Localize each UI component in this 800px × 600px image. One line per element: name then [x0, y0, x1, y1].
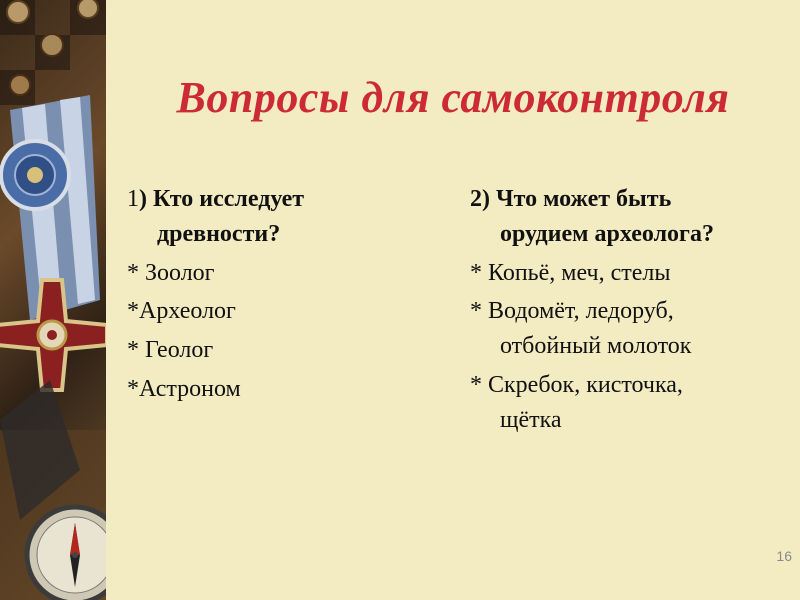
answer-option: * Зоолог: [127, 259, 215, 286]
medal-collage-image: [0, 0, 106, 600]
answer-option: * Копьё, меч, стелы: [470, 259, 671, 286]
answer-option-line2: отбойный молоток: [500, 333, 692, 360]
decorative-sidebar-image: [0, 0, 106, 600]
question-1-text: 1) Кто исследует: [127, 186, 305, 212]
question-1-block: [127, 182, 447, 407]
slide-title: Вопросы для самоконтроля: [176, 73, 730, 122]
answer-option: * Водомёт, ледоруб,: [470, 298, 674, 325]
answer-option: * Геолог: [127, 337, 214, 364]
question-2-block: [470, 182, 790, 438]
page-number: 16: [776, 548, 792, 564]
answer-option: *Археолог: [127, 298, 236, 325]
compass-icon: [27, 507, 106, 600]
question-2-text-line2: орудием археолога?: [500, 220, 714, 247]
answer-option: * Скребок, кисточка,: [470, 371, 683, 398]
question-1-text-line2: древности?: [157, 220, 281, 247]
question-1-number: 1: [127, 186, 139, 212]
question-2-text: 2) Что может быть: [470, 186, 672, 212]
answer-option: *Астроном: [127, 375, 241, 402]
answer-option-line2: щётка: [500, 406, 562, 433]
